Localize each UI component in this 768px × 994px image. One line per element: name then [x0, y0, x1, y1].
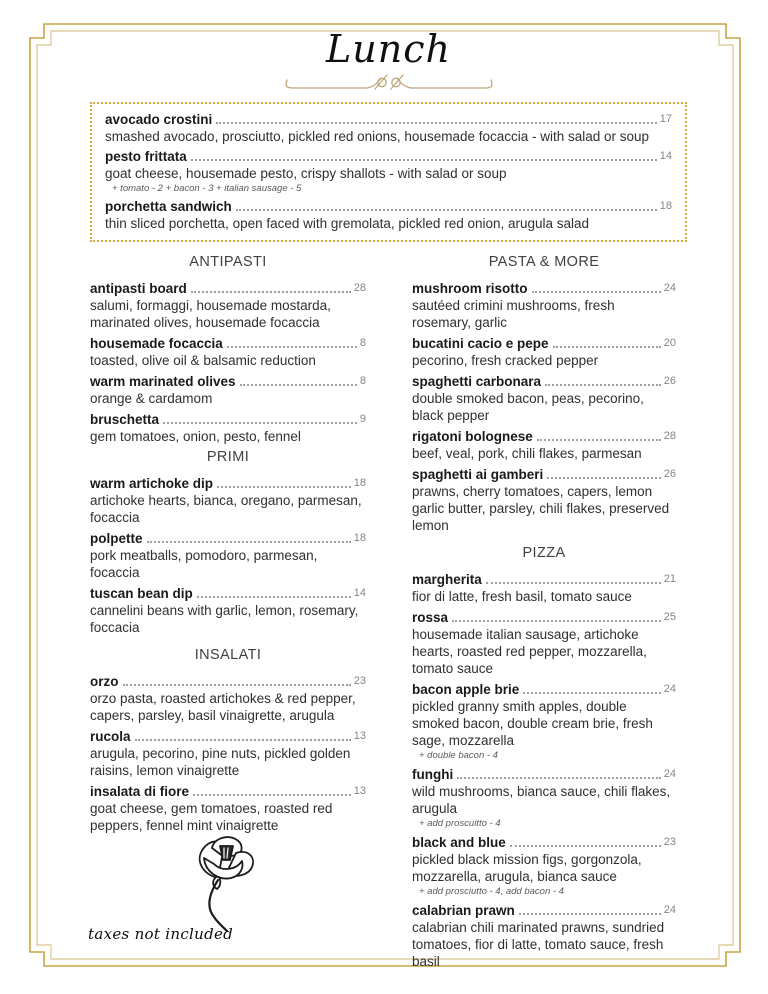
section-heading-pizza: PIZZA	[522, 545, 566, 561]
item-price: 18	[659, 200, 672, 212]
item-description: beef, veal, pork, chili flakes, parmesan	[412, 446, 642, 461]
item-name: insalata di fiore	[90, 784, 190, 799]
item-price: 24	[663, 683, 676, 695]
item-price: 26	[663, 375, 676, 387]
dot-leader	[486, 582, 661, 584]
dot-leader	[510, 845, 661, 847]
menu-item	[90, 475, 366, 526]
menu-item	[90, 783, 366, 834]
page-title: Lunch	[326, 27, 451, 71]
dot-leader	[197, 596, 351, 598]
item-name: tuscan bean dip	[90, 586, 193, 601]
item-description: fior di latte, fresh basil, tomato sauce	[412, 589, 632, 604]
item-price: 26	[663, 468, 676, 480]
item-price: 8	[359, 337, 366, 349]
item-description: toasted, olive oil & balsamic reduction	[90, 353, 316, 368]
divider-ornament-icon	[283, 72, 495, 94]
item-price: 21	[663, 573, 676, 585]
item-description: double smoked bacon, peas, pecorino, black pepper	[412, 391, 644, 423]
item-addons: + add prosciutto - 4, add bacon - 4	[419, 886, 564, 897]
dot-leader	[217, 486, 351, 488]
menu-item	[412, 428, 676, 462]
item-addons: + add proscuitto - 4	[419, 818, 501, 829]
menu-item	[90, 728, 366, 779]
menu-item	[90, 585, 366, 636]
dot-leader	[236, 209, 657, 211]
menu-item	[105, 111, 672, 145]
menu-item	[90, 280, 366, 331]
dot-leader	[457, 777, 661, 779]
item-description: salumi, formaggi, housemade mostarda, marinated olives, housemade focaccia	[90, 298, 331, 330]
item-price: 24	[663, 768, 676, 780]
item-description: cannelini beans with garlic, lemon, rosemary, foccacia	[90, 603, 359, 635]
menu-item	[412, 609, 676, 677]
menu-item	[90, 335, 366, 369]
item-description: orange & cardamom	[90, 391, 213, 406]
item-description: wild mushrooms, bianca sauce, chili flakes, arugula	[412, 784, 671, 816]
item-name: housemade focaccia	[90, 336, 223, 351]
item-price: 18	[353, 532, 366, 544]
dot-leader	[191, 291, 351, 293]
item-description: calabrian chili marinated prawns, sundried tomatoes, fior di latte, tomato sauce, fresh basil	[412, 920, 665, 969]
item-name: spaghetti carbonara	[412, 374, 542, 389]
item-description: prawns, cherry tomatoes, capers, lemon garlic butter, parsley, chili flakes, preserved lemon	[412, 484, 670, 533]
section-heading-insalati: INSALATI	[194, 647, 262, 663]
item-price: 18	[353, 477, 366, 489]
item-name: bucatini cacio e pepe	[412, 336, 549, 351]
dot-leader	[123, 684, 351, 686]
menu-item	[412, 902, 676, 970]
item-price: 23	[353, 675, 366, 687]
flower-illustration	[176, 834, 272, 939]
dot-leader	[163, 422, 357, 424]
dot-leader	[553, 346, 661, 348]
menu-item	[412, 834, 676, 898]
item-name: rossa	[412, 610, 449, 625]
menu-item	[90, 373, 366, 407]
flower-icon	[176, 834, 272, 934]
item-description: artichoke hearts, bianca, oregano, parmesan, focaccia	[90, 493, 362, 525]
item-description: orzo pasta, roasted artichokes & red pepper, capers, parsley, basil vinaigrette, arugula	[90, 691, 356, 723]
menu-item	[412, 335, 676, 369]
item-price: 23	[663, 836, 676, 848]
item-name: bacon apple brie	[412, 682, 520, 697]
item-name: black and blue	[412, 835, 506, 850]
item-description: housemade italian sausage, artichoke hearts, roasted red pepper, mozzarella, tomato sauce	[412, 627, 647, 676]
dot-leader	[135, 739, 351, 741]
item-description: gem tomatoes, onion, pesto, fennel	[90, 429, 301, 444]
menu-item	[105, 148, 672, 195]
title-divider	[90, 72, 687, 96]
item-price: 28	[353, 282, 366, 294]
item-description: smashed avocado, prosciutto, pickled red onions, housemade focaccia - with salad or soup	[105, 129, 650, 144]
item-description: goat cheese, housemade pesto, crispy shallots - with salad or soup	[105, 166, 507, 181]
item-name: rucola	[90, 729, 131, 744]
item-description: pork meatballs, pomodoro, parmesan, focaccia	[90, 548, 318, 580]
item-price: 24	[663, 282, 676, 294]
item-name: polpette	[90, 531, 143, 546]
dot-leader	[545, 384, 661, 386]
item-price: 13	[353, 785, 366, 797]
item-description: pickled granny smith apples, double smoked bacon, double cream brie, fresh sage, mozzarella	[412, 699, 653, 748]
item-name: porchetta sandwich	[105, 199, 232, 214]
item-price: 14	[659, 150, 672, 162]
item-price: 28	[663, 430, 676, 442]
item-name: calabrian prawn	[412, 903, 515, 918]
menu-item	[90, 530, 366, 581]
menu-item	[412, 681, 676, 762]
dot-leader	[519, 913, 661, 915]
item-description: goat cheese, gem tomatoes, roasted red peppers, fennel mint vinaigrette	[90, 801, 333, 833]
dot-leader	[147, 541, 351, 543]
item-name: avocado crostini	[105, 112, 213, 127]
menu-item	[412, 280, 676, 331]
menu-item	[90, 673, 366, 724]
item-description: thin sliced porchetta, open faced with gremolata, pickled red onion, arugula salad	[105, 216, 590, 231]
section-heading-antipasti: ANTIPASTI	[189, 254, 267, 270]
item-name: rigatoni bolognese	[412, 429, 533, 444]
right-column	[412, 254, 676, 974]
taxes-footnote: taxes not included	[88, 925, 234, 943]
item-name: warm marinated olives	[90, 374, 236, 389]
dot-leader	[240, 384, 357, 386]
item-name: mushroom risotto	[412, 281, 528, 296]
item-price: 25	[663, 611, 676, 623]
item-name: antipasti board	[90, 281, 187, 296]
dot-leader	[523, 692, 660, 694]
dot-leader	[191, 159, 657, 161]
item-price: 24	[663, 904, 676, 916]
dot-leader	[532, 291, 661, 293]
item-name: funghi	[412, 767, 454, 782]
menu-item	[90, 411, 366, 445]
item-description: pickled black mission figs, gorgonzola, mozzarella, arugula, bianca sauce	[412, 852, 642, 884]
section-heading-primi: PRIMI	[206, 449, 250, 465]
dot-leader	[452, 620, 661, 622]
menu-content	[90, 26, 687, 974]
featured-specials-box	[90, 102, 687, 242]
menu-item	[412, 373, 676, 424]
item-description: pecorino, fresh cracked pepper	[412, 353, 599, 368]
dot-leader	[216, 122, 656, 124]
item-price: 8	[359, 375, 366, 387]
item-name: margherita	[412, 572, 482, 587]
section-heading-pasta-and-more: PASTA & MORE	[488, 254, 600, 270]
item-description: sautéed crimini mushrooms, fresh rosemary, garlic	[412, 298, 615, 330]
menu-item	[105, 198, 672, 232]
item-addons: + tomato - 2 + bacon - 3 + italian sausage - 5	[112, 183, 302, 194]
dot-leader	[537, 439, 661, 441]
dot-leader	[193, 794, 351, 796]
dot-leader	[227, 346, 357, 348]
item-name: orzo	[90, 674, 119, 689]
menu-item	[412, 766, 676, 830]
item-addons: + double bacon - 4	[419, 750, 498, 761]
item-name: pesto frittata	[105, 149, 187, 164]
item-name: bruschetta	[90, 412, 160, 427]
dot-leader	[547, 477, 660, 479]
item-price: 9	[359, 413, 366, 425]
item-price: 14	[353, 587, 366, 599]
item-description: arugula, pecorino, pine nuts, pickled golden raisins, lemon vinaigrette	[90, 746, 351, 778]
item-price: 17	[659, 113, 672, 125]
item-price: 13	[353, 730, 366, 742]
item-name: warm artichoke dip	[90, 476, 214, 491]
item-price: 20	[663, 337, 676, 349]
menu-item	[412, 466, 676, 534]
item-name: spaghetti ai gamberi	[412, 467, 544, 482]
menu-item	[412, 571, 676, 605]
